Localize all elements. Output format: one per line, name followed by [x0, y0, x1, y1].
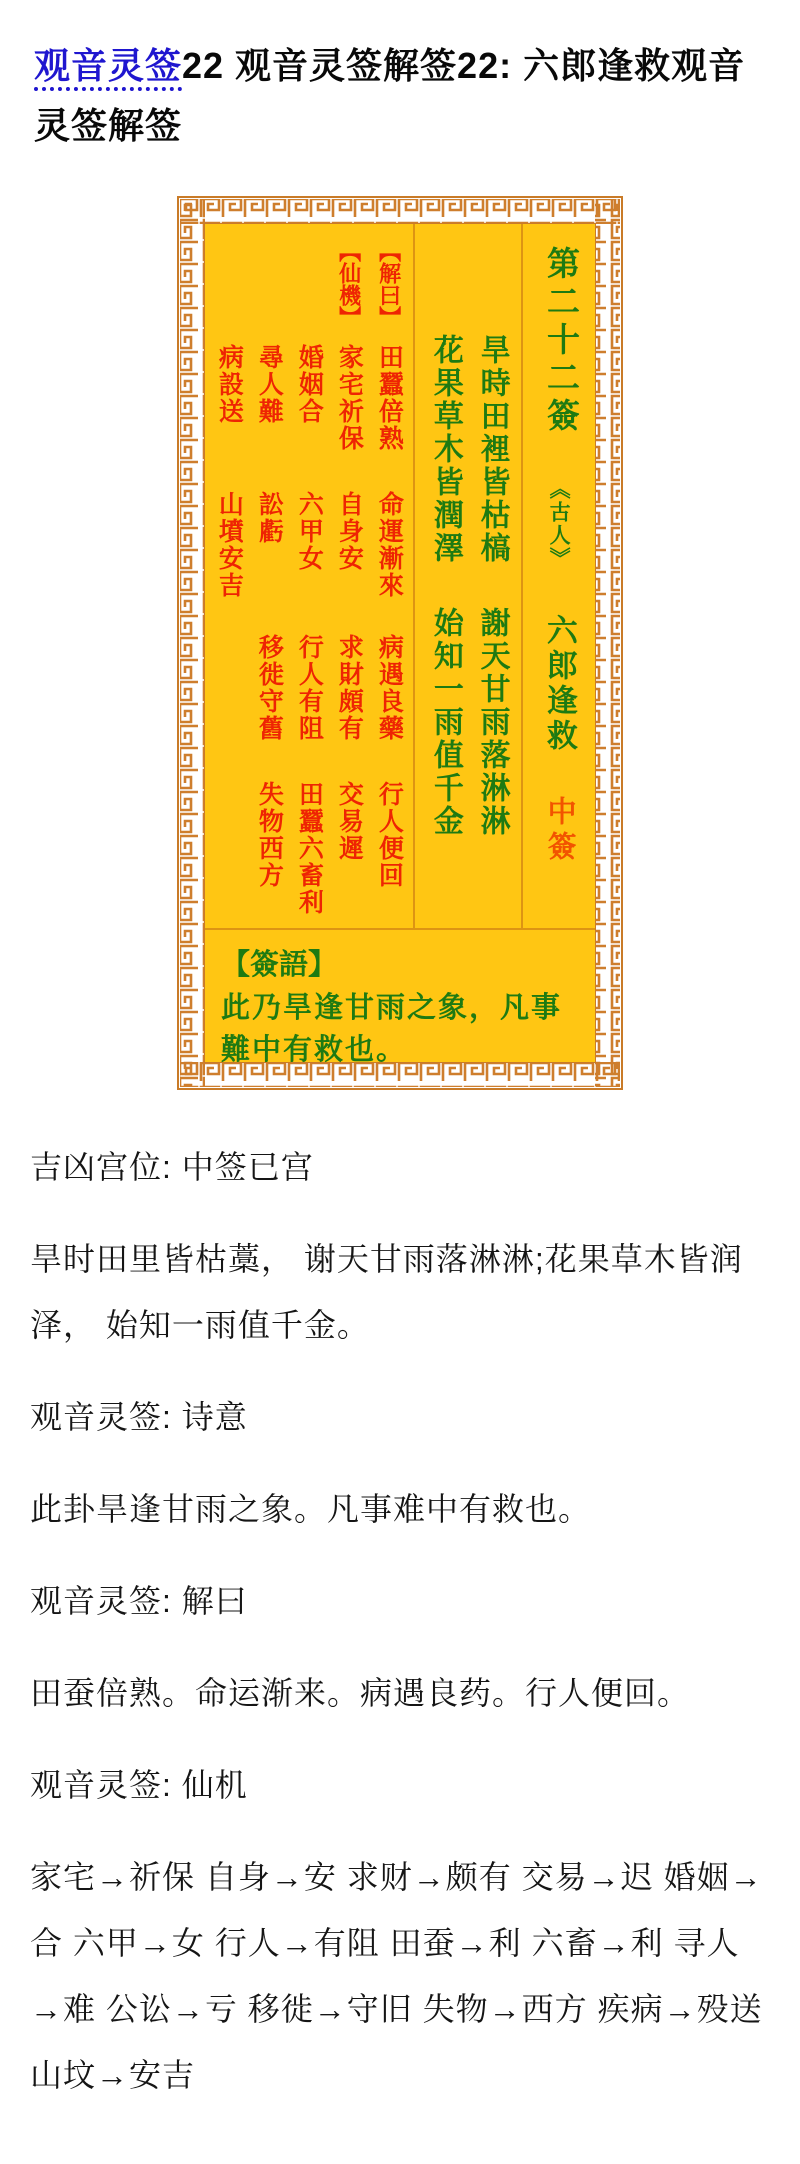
paragraph-poem: 旱时田里皆枯藁， 谢天甘雨落淋淋;花果草木皆润泽， 始知一雨值千金。 [30, 1241, 743, 1343]
paragraph-jieyue-text: 田蚕倍熟。命运渐来。病遇良药。行人便回。 [30, 1675, 691, 1711]
article-body [0, 1090, 800, 2164]
paragraph-shiyi-text: 此卦旱逢甘雨之象。凡事难中有救也。 [30, 1491, 592, 1527]
grid-cell: 六甲女 [295, 491, 324, 572]
grid-cell: 行人便回 [375, 781, 404, 889]
paragraph-palace-position: 吉凶宫位: 中签已宫 [30, 1149, 314, 1185]
paragraph-xianji-heading: 观音灵签: 仙机 [30, 1767, 248, 1803]
fortune-sign-card [177, 196, 623, 1090]
grid-cell: 田蠶六畜利 [295, 781, 324, 916]
paragraph-xianji-text: 家宅→祈保 自身→安 求财→颇有 交易→迟 婚姻→合 六甲→女 行人→有阻 田蚕→利 六畜→利 寻人→难 公讼→亏 移徙→守旧 失物→西方 疾病→殁送 山坟→安吉 [30, 1859, 763, 2093]
page-title [34, 36, 766, 156]
qianyu-header: 【簽語】 [221, 949, 338, 981]
grid-cell: 交易遲 [335, 781, 364, 862]
poem-line: 花果草木皆潤澤 [428, 334, 462, 565]
paragraph-shiyi-heading: 观音灵签: 诗意 [30, 1399, 248, 1435]
grid-cell: 失物西方 [255, 781, 284, 889]
grid-cell: 田蠶倍熟 [375, 344, 404, 452]
grid-cell: 病設送 [215, 344, 244, 425]
story-name: 六郎逢救 [541, 614, 577, 754]
ancient-figure-label: 《古人》 [547, 478, 572, 570]
sign-grade: 中簽 [543, 796, 576, 866]
fortune-grid [205, 224, 413, 928]
grid-cell: 訟虧 [255, 491, 284, 545]
poem-line: 始知一雨值千金 [428, 607, 462, 838]
grid-cell: 行人有阻 [295, 634, 324, 742]
card-main-row [205, 224, 595, 928]
sign-number: 第二十二簽 [541, 246, 578, 436]
grid-cell: 移徙守舊 [255, 634, 284, 742]
grid-cell: 自身安 [335, 491, 364, 572]
poem-column-left [427, 334, 462, 928]
poem-line: 謝天甘雨落淋淋 [475, 607, 509, 838]
guanyin-lingqian-link[interactable]: 观音灵签 [34, 45, 182, 91]
sign-title-panel [523, 224, 595, 928]
grid-cell: 求財頗有 [335, 634, 364, 742]
poem-panel [415, 224, 521, 928]
qianyu-section [205, 930, 595, 1066]
poem-column-right [474, 334, 509, 928]
qianyu-text: 此乃旱逢甘雨之象，凡事難中有救也。 [221, 992, 563, 1066]
grid-cell: 婚姻合 [295, 344, 324, 425]
page-header [0, 0, 800, 156]
grid-cell: 病遇良藥 [375, 634, 404, 742]
paragraph-jieyue-heading: 观音灵签: 解曰 [30, 1583, 248, 1619]
page-title-text: 22 观音灵签解签22: 六郎逢救观音灵签解签 [34, 45, 746, 146]
grid-cell: 命運漸來 [375, 491, 404, 599]
grid-cell: 尋人難 [255, 344, 284, 425]
jieyue-header: 【解曰】 [376, 240, 402, 328]
card-interior [205, 224, 595, 1066]
grid-cell: 山墳安吉 [215, 491, 244, 599]
poem-line: 旱時田裡皆枯槁 [475, 334, 509, 565]
grid-cell: 家宅祈保 [335, 344, 364, 452]
xianji-header: 【仙機】 [336, 240, 362, 328]
